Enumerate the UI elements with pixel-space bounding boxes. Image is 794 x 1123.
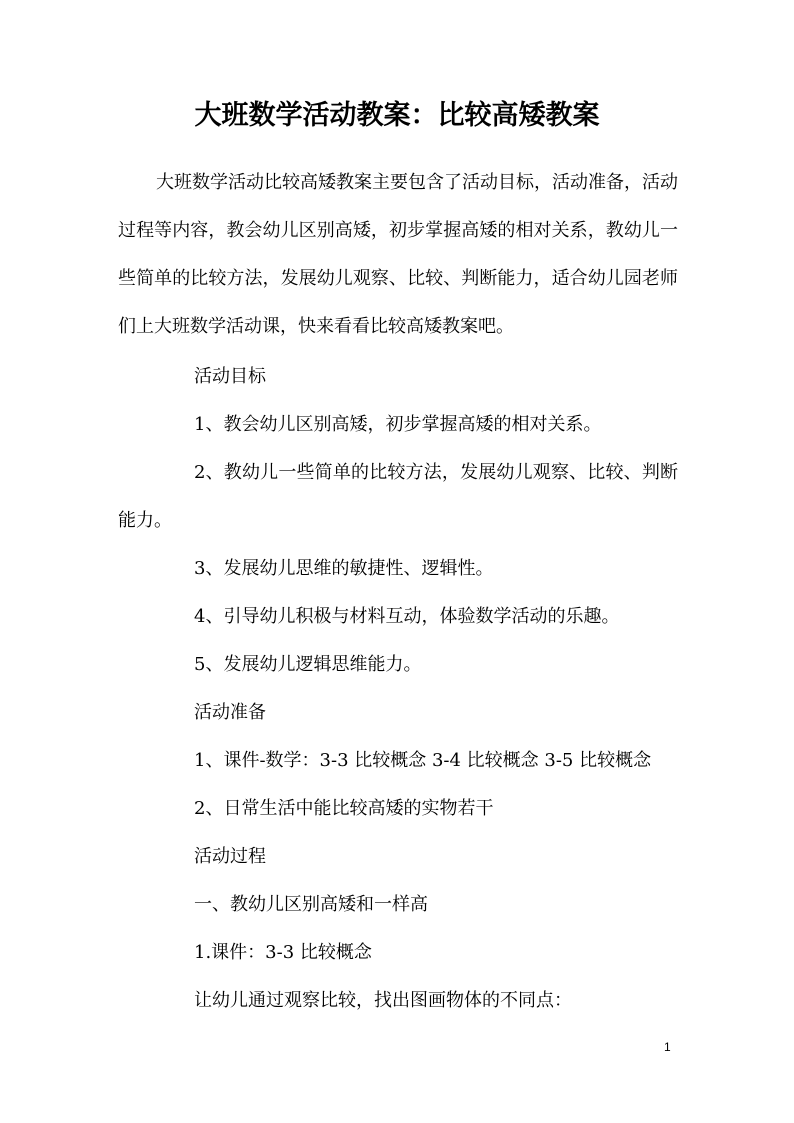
goal-item: 2、教幼儿一些简单的比较方法，发展幼儿观察、比较、判断能力。	[118, 462, 678, 531]
process-item: 让幼儿通过观察比较，找出图画物体的不同点：	[194, 990, 572, 1011]
document-title: 大班数学活动教案：比较高矮教案	[194, 100, 600, 131]
intro-paragraph: 大班数学活动比较高矮教案主要包含了活动目标，活动准备，活动过程等内容，教会幼儿区别高矮，初步掌握高矮的相对关系，教幼儿一些简单的比较方法，发展幼儿观察、比较、判断能力，适合幼儿园老师们上大班数学活动课，快来看看比较高矮教案吧。	[118, 172, 678, 337]
goal-item: 3、发展幼儿思维的敏捷性、逻辑性。	[194, 558, 494, 579]
process-item: 一、教幼儿区别高矮和一样高	[194, 894, 428, 915]
prep-item: 2、日常生活中能比较高矮的实物若干	[194, 798, 494, 819]
goals-heading: 活动目标	[194, 366, 266, 387]
goal-item: 4、引导幼儿积极与材料互动，体验数学活动的乐趣。	[194, 606, 620, 627]
process-item: 1.课件：3-3 比较概念	[194, 942, 372, 963]
process-heading: 活动过程	[194, 846, 266, 867]
prep-item: 1、课件-数学：3-3 比较概念 3-4 比较概念 3-5 比较概念	[194, 750, 652, 771]
goal-item: 1、教会幼儿区别高矮，初步掌握高矮的相对关系。	[194, 414, 602, 435]
prep-heading: 活动准备	[194, 702, 266, 723]
page-number: 1	[664, 1040, 671, 1054]
goal-item: 5、发展幼儿逻辑思维能力。	[194, 654, 422, 675]
